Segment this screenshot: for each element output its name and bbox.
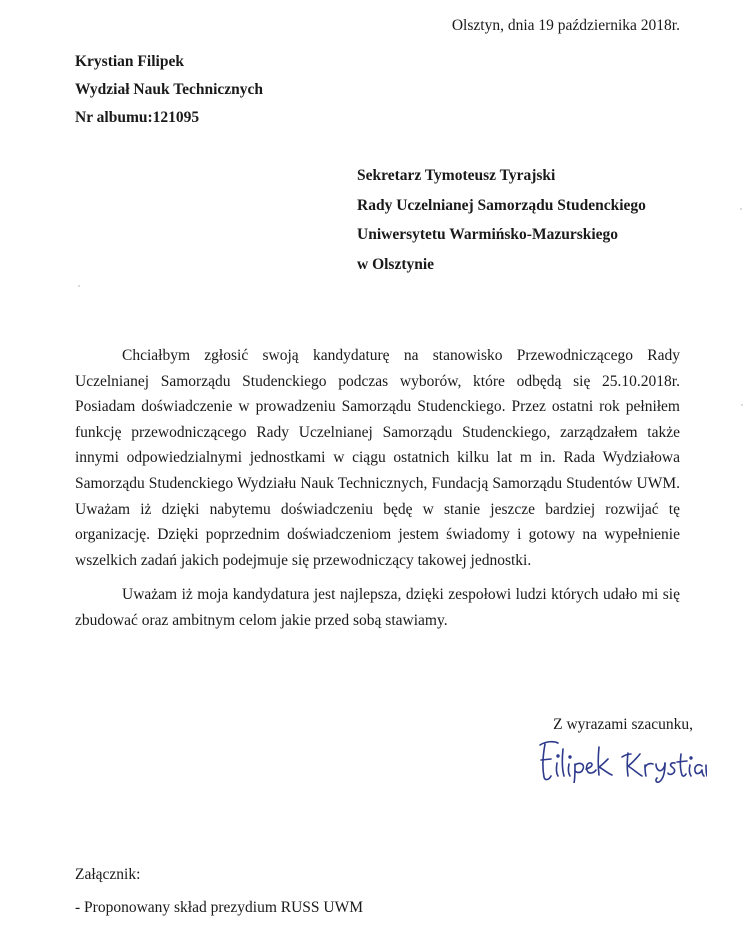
recipient-line-2: Rady Uczelnianej Samorządu Studenckiego — [357, 196, 646, 214]
scan-speck — [741, 404, 743, 406]
sender-faculty: Wydział Nauk Technicznych — [75, 81, 264, 98]
body-paragraph-1: Chciałbym zgłosić swoją kandydaturę na stanowisko Przewodniczącego Rady Uczelnianej Samorządu Studenckiego podczas wyborów, które odbędą się 25.10.2018r. Posiadam doświadczenie w prowadzeniu Samorządu Studenckiego. Przez ostatni rok pełniłem funkcję przewodniczącego Rady Uczelnianej Samorządu Studenckiego, zarządzałem także innymi odpowiedzialnymi jednostkami w ciągu ostatnich kilku lat m in. Rada Wydziałowa Samorządu Studenckiego Wydziału Nauk Technicznych, Fundacją Samorządu Studentów UWM. Uważam iż dzięki nabytemu doświadczeniu będę w stanie jeszcze bardziej rozwijać tę organizację. Dzięki poprzednim doświadczeniom jestem świadomy i gotowy na wypełnienie wszelkich zadań jakich podejmuje się przewodniczący takowej jednostki. — [75, 347, 680, 569]
attachment-item: - Proponowany skład prezydium RUSS UWM — [75, 899, 364, 916]
sender-block — [75, 48, 263, 132]
letter-body — [75, 343, 680, 634]
scan-speck — [78, 285, 80, 287]
sender-album-number: Nr albumu:121095 — [75, 109, 200, 126]
date-line: Olsztyn, dnia 19 października 2018r. — [451, 17, 680, 34]
recipient-line-3: Uniwersytetu Warmińsko-Mazurskiego — [357, 226, 619, 243]
closing-line: Z wyrazami szacunku, — [553, 716, 693, 733]
recipient-line-1: Sekretarz Tymoteusz Tyrajski — [357, 167, 556, 184]
handwritten-signature — [532, 735, 707, 783]
body-paragraph-2: Uważam iż moja kandydatura jest najlepsza, dzięki zespołowi ludzi których udało mi się zbudować oraz ambitnym celom jakie przed sobą stawiamy. — [75, 586, 680, 629]
recipient-block — [357, 161, 646, 279]
attachment-label: Załącznik: — [75, 866, 141, 883]
recipient-line-4: w Olsztynie — [357, 255, 435, 273]
scan-speck — [740, 208, 742, 210]
sender-name: Krystian Filipek — [75, 53, 184, 70]
